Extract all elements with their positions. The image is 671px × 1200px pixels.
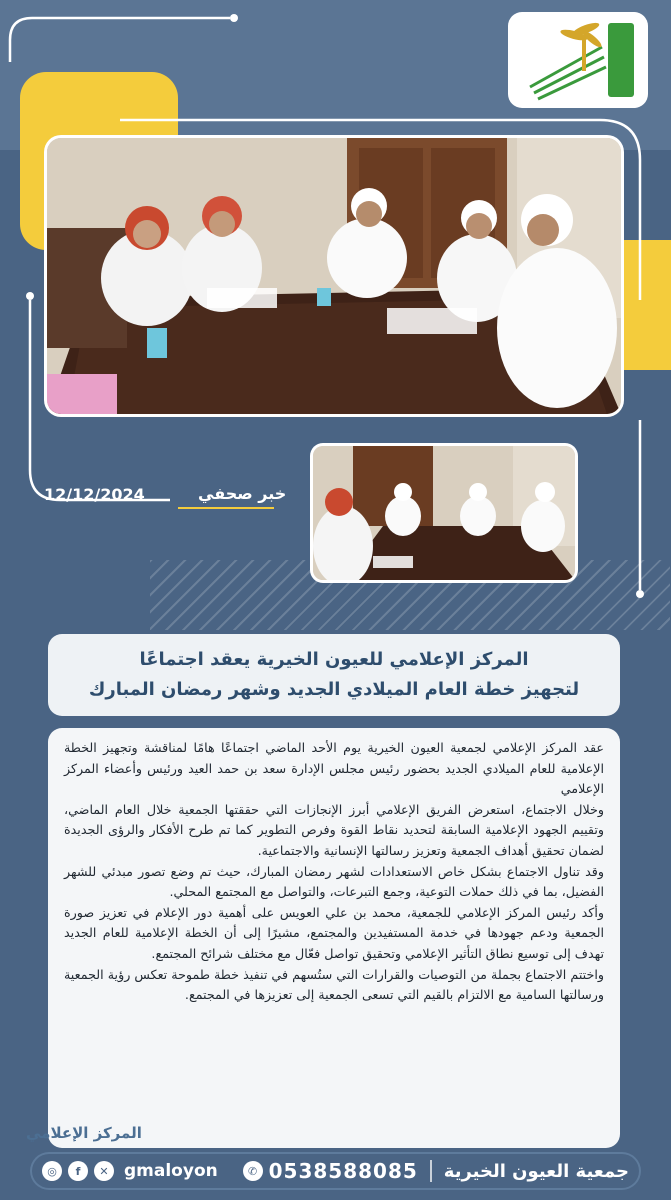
article-signature: المركز الإعلامي xyxy=(26,1124,142,1142)
meeting-photo-main xyxy=(47,138,621,414)
article-paragraph: عقد المركز الإعلامي لجمعية العيون الخيرية يوم الأحد الماضي اجتماعًا هامًا لمناقشة وتجهيز الخطة الإعلامية للعام الميلادي الجديد بحضور رئيس مجلس الإدارة سعد بن حمد العيد ورئيس وأعضاء المركز الإعلامي xyxy=(64,740,604,797)
category-label: خبر صحفي xyxy=(198,484,287,503)
footer-divider xyxy=(430,1160,432,1182)
meeting-photo-secondary xyxy=(313,446,575,580)
facebook-icon[interactable]: f xyxy=(68,1161,88,1181)
palm-logo-icon xyxy=(516,17,640,103)
article-body-box xyxy=(48,728,620,1148)
social-links xyxy=(42,1161,218,1181)
article-paragraph: وأكد رئيس المركز الإعلامي للجمعية، محمد بن علي العويس على أهمية دور الإعلام في تعزيز صورة الجمعية ودعم جهودها في خدمة المستفيدين والمجتمع، مشيرًا إلى أن الخطة الإعلامية للعام الجديد تهدف إلى توسيع نطاق التأثير الإعلامي وتحقيق تواصل فعّال مع مختلف شرائح المجتمع. xyxy=(64,904,604,961)
instagram-icon[interactable]: ◎ xyxy=(42,1161,62,1181)
headline-box xyxy=(48,634,620,716)
headline-line-2: لتجهيز خطة العام الميلادي الجديد وشهر رمضان المبارك xyxy=(88,679,580,700)
article-body xyxy=(64,738,604,1006)
meta-underline xyxy=(178,507,274,509)
headline-line-1: المركز الإعلامي للعيون الخيرية يعقد اجتماعًا xyxy=(139,649,529,670)
whatsapp-icon[interactable]: ✆ xyxy=(243,1161,263,1181)
article-paragraph: وخلال الاجتماع، استعرض الفريق الإعلامي أبرز الإنجازات التي حققتها الجمعية خلال العام الماضي، وتقييم الجهود الإعلامية السابقة لتحديد نقاط القوة وفرص التطوير كما تم طرح الأفكار والرؤى الجديدة لضمان تحقيق أهداف الجمعية وتعزيز رسالتها الإنسانية والاجتماعية. xyxy=(64,801,604,858)
phone-number[interactable]: 0538588085 xyxy=(268,1159,418,1183)
phone-contact xyxy=(243,1159,629,1183)
article-paragraph: واختتم الاجتماع بجملة من التوصيات والقرارات التي ستُسهم في تنفيذ خطة طموحة تعكس رؤية الجمعية ورسالتها السامية مع الالتزام بالقيم التي تسعى الجمعية إلى تعزيزها في المجتمع. xyxy=(64,966,604,1003)
association-logo xyxy=(508,12,648,108)
x-icon[interactable]: ✕ xyxy=(94,1161,114,1181)
article-paragraph: وقد تناول الاجتماع بشكل خاص الاستعدادات لشهر رمضان المبارك، حيث تم وضع تصور مبدئي للشهر الفضيل، بما في ذلك حملات التوعية، وجمع التبرعات، والتواصل مع المجتمع المحلي. xyxy=(64,863,604,900)
social-handle[interactable]: gmaloyon xyxy=(124,1161,218,1181)
contact-footer xyxy=(30,1152,641,1190)
publish-date: 12/12/2024 xyxy=(44,485,145,504)
organization-name: جمعية العيون الخيرية xyxy=(443,1160,629,1182)
